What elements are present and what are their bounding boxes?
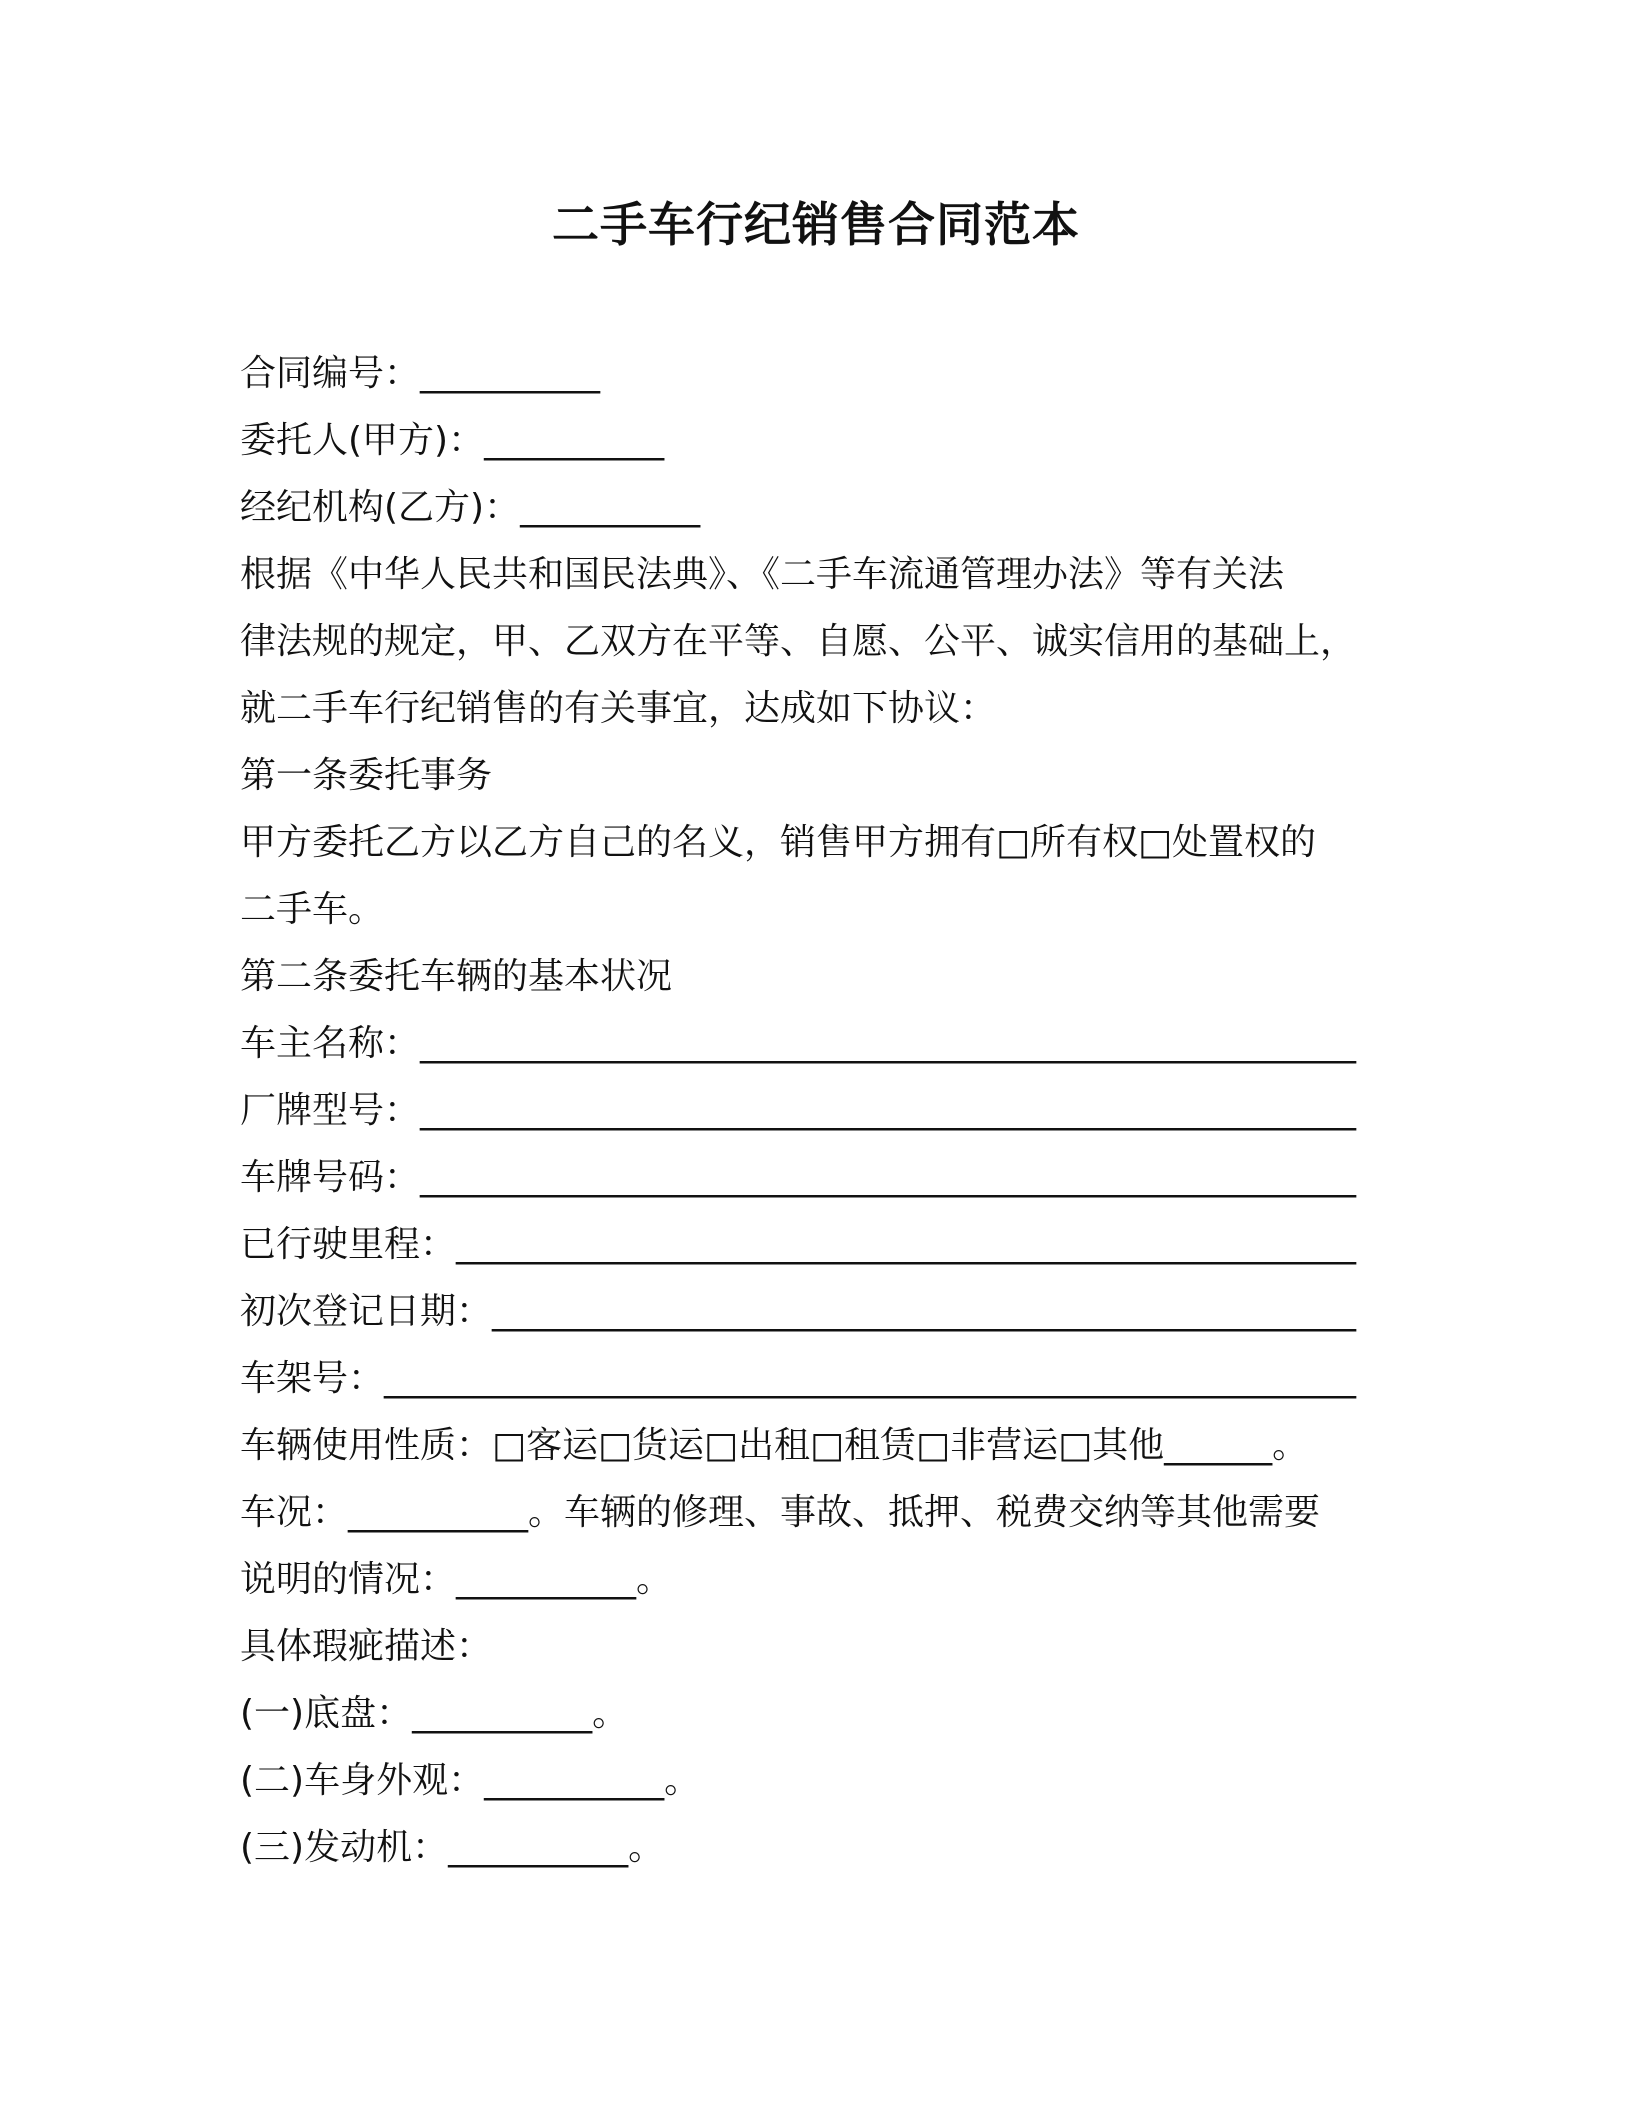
mileage-line: 已行驶里程：__________________________________________________: [240, 1224, 1357, 1265]
article-1-text-line-1: 甲方委托乙方以乙方自己的名义，销售甲方拥有□所有权□处置权的: [240, 822, 1317, 863]
brand-model-line: 厂牌型号：____________________________________________________: [240, 1090, 1357, 1131]
document-body: [240, 340, 1420, 1881]
document-title: 二手车行纪销售合同范本: [552, 198, 1080, 253]
principal-party-a-line: 委托人(甲方)：__________: [240, 420, 665, 461]
plate-number-line: 车牌号码：____________________________________________________: [240, 1157, 1357, 1198]
preamble-line-3: 就二手车行纪销售的有关事宜，达成如下协议：: [240, 688, 997, 729]
engine-line: (三)发动机：__________。: [240, 1827, 665, 1868]
article-1-text-line-2: 二手车。: [240, 889, 385, 930]
first-registration-date-line: 初次登记日期：________________________________________________: [240, 1291, 1357, 1332]
vehicle-condition-line-1: 车况：__________。车辆的修理、事故、抵押、税费交纳等其他需要: [240, 1492, 1321, 1533]
vehicle-condition-line-2: 说明的情况：__________。: [240, 1559, 673, 1600]
defect-description-heading: 具体瑕疵描述：: [240, 1626, 493, 1667]
broker-party-b-line: 经纪机构(乙方)：__________: [240, 487, 701, 528]
contract-number-line: 合同编号：__________: [240, 353, 601, 394]
article-2-heading: 第二条委托车辆的基本状况: [240, 956, 673, 997]
article-1-heading: 第一条委托事务: [240, 755, 493, 796]
preamble-line-2: 律法规的规定，甲、乙双方在平等、自愿、公平、诚实信用的基础上，: [240, 621, 1357, 662]
preamble-line-1: 根据《中华人民共和国民法典》、《二手车流通管理办法》等有关法: [240, 554, 1285, 595]
vin-line: 车架号：______________________________________________________: [240, 1358, 1356, 1399]
chassis-line: (一)底盘：__________。: [240, 1693, 629, 1734]
body-exterior-line: (二)车身外观：__________。: [240, 1760, 701, 1801]
vehicle-use-line: 车辆使用性质：□客运□货运□出租□租赁□非营运□其他______。: [240, 1425, 1309, 1466]
owner-name-line: 车主名称：____________________________________________________: [240, 1023, 1357, 1064]
